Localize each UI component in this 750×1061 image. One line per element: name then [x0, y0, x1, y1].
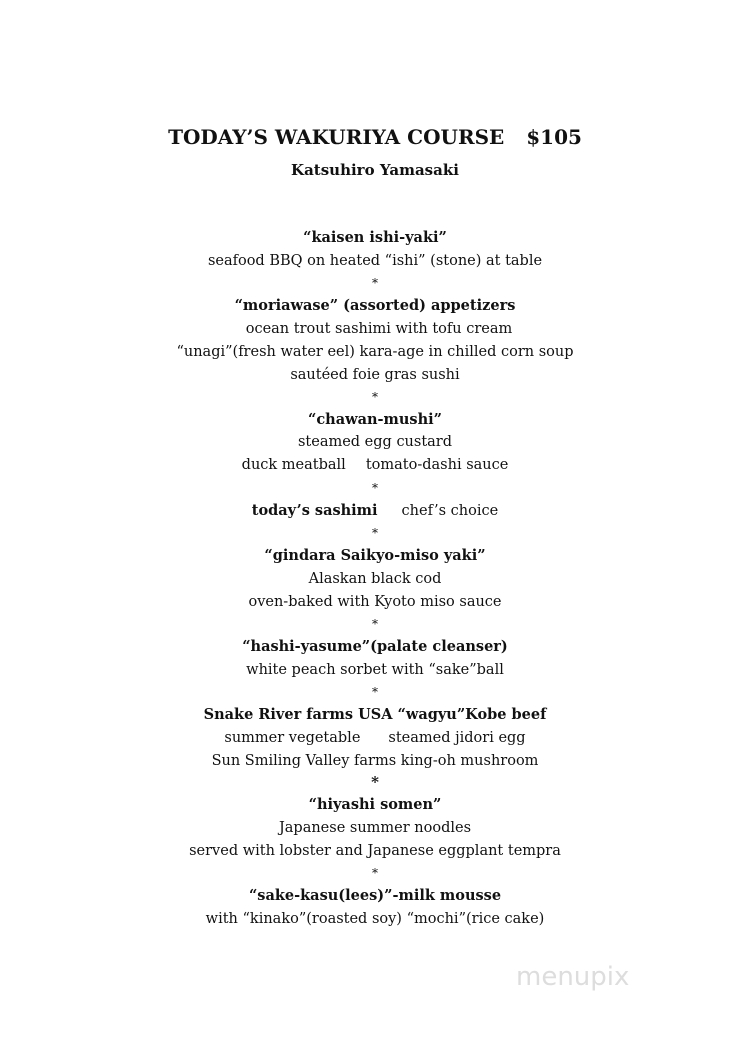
course-name: today’s sashimi	[251, 502, 378, 519]
course-description: Sun Smiling Valley farms king-oh mushroom	[211, 753, 539, 769]
separator-star: *	[372, 276, 378, 290]
pair-item: duck meatball	[241, 457, 346, 473]
course-description: white peach sorbet with “sake”ball	[246, 662, 504, 678]
separator-star: *	[372, 481, 378, 495]
course-name: “hashi-yasume”(palate cleanser)	[242, 638, 508, 655]
course-description: steamed egg custard	[297, 434, 453, 450]
watermark-logo: menupix	[516, 962, 630, 992]
course-description: seafood BBQ on heated “ishi” (stone) at table	[207, 253, 543, 269]
course-title-text: TODAY’S WAKURIYA COURSE	[168, 125, 505, 149]
course-name: “hiyashi somen”	[308, 796, 442, 813]
course-description: Japanese summer noodles	[278, 820, 472, 836]
course-name: “chawan-mushi”	[308, 411, 442, 428]
separator-star: *	[371, 773, 379, 791]
course-name: “sake-kasu(lees)”-milk mousse	[248, 887, 502, 904]
course-description: Alaskan black cod	[308, 571, 442, 587]
course-description: oven-baked with Kyoto miso sauce	[248, 594, 502, 610]
course-description-pair	[0, 456, 750, 474]
course-title	[0, 124, 750, 150]
course-description: ocean trout sashimi with tofu cream	[245, 321, 513, 337]
separator-star: *	[372, 685, 378, 699]
chef-name: Katsuhiro Yamasaki	[291, 161, 459, 179]
separator-star: *	[372, 526, 378, 540]
course-description-pair	[0, 729, 750, 747]
course-description: served with lobster and Japanese eggplant tempra	[189, 843, 561, 859]
pair-item: steamed jidori egg	[388, 730, 526, 746]
separator-star: *	[372, 866, 378, 880]
separator-star: *	[372, 390, 378, 404]
course-inline	[0, 502, 750, 520]
course-name: “moriawase” (assorted) appetizers	[234, 297, 516, 314]
course-price: $105	[526, 125, 582, 149]
separator-star: *	[372, 617, 378, 631]
course-name: Snake River farms USA “wagyu”Kobe beef	[203, 706, 547, 723]
course-name: “gindara Saikyo-miso yaki”	[264, 547, 486, 564]
pair-item: tomato-dashi sauce	[365, 457, 509, 473]
course-description: sautéed foie gras sushi	[290, 367, 460, 383]
course-description: “unagi”(fresh water eel) kara-age in chilled corn soup	[176, 344, 574, 360]
course-name: “kaisen ishi-yaki”	[303, 229, 447, 246]
course-note: chef’s choice	[401, 503, 499, 519]
course-description: with “kinako”(roasted soy) “mochi”(rice cake)	[205, 911, 545, 927]
pair-item: summer vegetable	[224, 730, 361, 746]
